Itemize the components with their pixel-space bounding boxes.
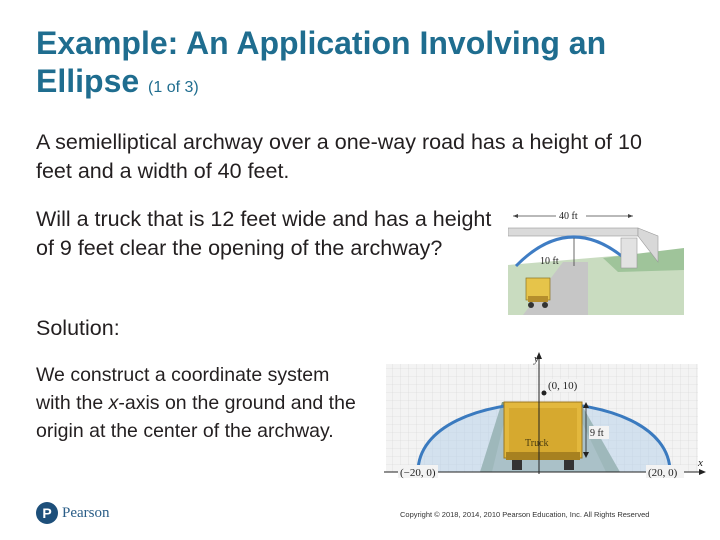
copyright-notice: Copyright © 2018, 2014, 2010 Pearson Education, Inc. All Rights Reserved	[400, 510, 650, 519]
solution-text-part-1: We construct a coordinate system with the	[36, 364, 330, 414]
solution-text	[36, 361, 366, 445]
truck-label: Truck	[525, 438, 549, 449]
truck-height-label: 9 ft	[590, 428, 604, 439]
arch-width-label: 40 ft	[559, 211, 578, 222]
arch-height-label: 10 ft	[540, 256, 559, 267]
left-point-label: (−20, 0)	[400, 467, 436, 479]
pearson-logo	[36, 501, 110, 525]
right-point-label: (20, 0)	[648, 467, 678, 479]
title-subtitle: (1 of 3)	[148, 79, 199, 96]
pearson-logo-text: Pearson	[62, 504, 110, 521]
title-main: Example: An Application Involving an Ellipse	[36, 25, 607, 99]
solution-text-x: x	[108, 392, 119, 414]
question-text: Will a truck that is 12 feet wide and has a height of 9 feet clear the opening of the archway?	[36, 207, 492, 260]
solution-text-part-2: -axis on the ground and the origin at the center of the archway.	[36, 392, 356, 442]
slide-title	[36, 24, 696, 107]
y-axis-label: y	[534, 353, 539, 365]
solution-label: Solution:	[36, 316, 120, 340]
problem-statement: A semielliptical archway over a one-way road has a height of 10 feet and a width of 40 feet.	[36, 130, 642, 183]
coordinate-diagram	[384, 352, 708, 482]
x-axis-label: x	[698, 457, 703, 469]
archway-illustration	[508, 210, 684, 315]
pearson-logo-icon: P	[36, 502, 58, 524]
top-point-label: (0, 10)	[548, 380, 578, 392]
truck-icon	[504, 402, 582, 470]
